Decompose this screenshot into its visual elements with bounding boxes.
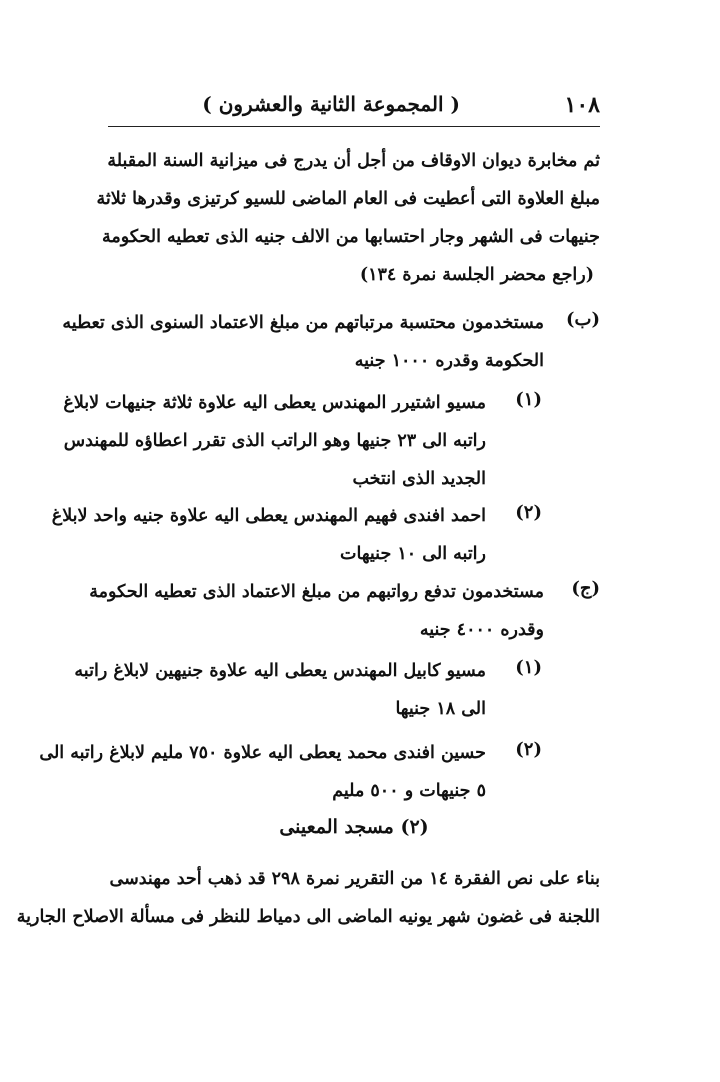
text-line: احمد افندى فهيم المهندس يعطى اليه علاوة جنيه واحد لابلاغ bbox=[51, 506, 486, 526]
section-2-paragraph bbox=[16, 860, 600, 936]
section-c-item-1-marker: (١) bbox=[515, 657, 542, 678]
text-line: مبلغ العلاوة التى أعطيت فى العام الماضى للسيو كرتيزى وقدرها ثلاثة bbox=[96, 189, 600, 209]
text-line: مسيو كابيل المهندس يعطى اليه علاوة جنيهين لابلاغ راتبه bbox=[74, 661, 486, 681]
text-line: مستخدمون تدفع رواتبهم من مبلغ الاعتماد الذى تعطيه الحكومة bbox=[89, 582, 544, 602]
section-b-paragraph bbox=[62, 304, 544, 380]
page-number: ١٠٨ bbox=[564, 92, 600, 118]
section-b-item-1 bbox=[63, 384, 486, 498]
running-title: ( المجموعة الثانية والعشرون ) bbox=[202, 92, 460, 116]
header-rule bbox=[108, 126, 600, 127]
text-line: راتبه الى ١٠ جنيهات bbox=[340, 544, 486, 564]
section-c-item-2 bbox=[39, 734, 486, 810]
text-line: مستخدمون محتسبة مرتباتهم من مبلغ الاعتماد السنوى الذى تعطيه bbox=[62, 313, 544, 333]
text-line: وقدره ٤٠٠٠ جنيه bbox=[419, 620, 544, 640]
text-line: ٥ جنيهات و ٥٠٠ مليم bbox=[332, 781, 486, 801]
text-line: حسين افندى محمد يعطى اليه علاوة ٧٥٠ مليم لابلاغ راتبه الى bbox=[39, 743, 486, 763]
text-line: الجديد الذى انتخب bbox=[352, 469, 486, 489]
text-line: الى ١٨ جنيها bbox=[395, 699, 486, 719]
text-line: راتبه الى ٢٣ جنيها وهو الراتب الذى تقرر اعطاؤه للمهندس bbox=[63, 431, 486, 451]
text-line: ثم مخابرة ديوان الاوقاف من أجل أن يدرج فى ميزانية السنة المقبلة bbox=[107, 151, 600, 171]
page-header bbox=[108, 86, 600, 126]
text-line: اللجنة فى غضون شهر يونيه الماضى الى دمياط للنظر فى مسألة الاصلاح الجارية bbox=[16, 907, 600, 927]
section-b-item-2-marker: (٢) bbox=[515, 502, 542, 523]
text-line: الحكومة وقدره ١٠٠٠ جنيه bbox=[354, 351, 544, 371]
section-c-item-1 bbox=[74, 652, 486, 728]
section-heading: (٢) مسجد المعينى bbox=[279, 816, 429, 838]
text-line: مسيو اشتيرر المهندس يعطى اليه علاوة ثلاثة جنيهات لابلاغ bbox=[63, 393, 486, 413]
section-c-paragraph bbox=[89, 573, 544, 649]
section-b-marker: (ب) bbox=[566, 309, 600, 330]
section-c-item-2-marker: (٢) bbox=[515, 739, 542, 760]
section-b-item-2 bbox=[51, 497, 486, 573]
text-line: (راجع محضر الجلسة نمرة ١٣٤) bbox=[359, 265, 594, 285]
section-c-marker: (ج) bbox=[571, 578, 600, 599]
text-line: جنيهات فى الشهر وجار احتسابها من الالف جنيه الذى تعطيه الحكومة bbox=[102, 227, 600, 247]
text-line: بناء على نص الفقرة ١٤ من التقرير نمرة ٢٩٨ قد ذهب أحد مهندسى bbox=[109, 869, 600, 889]
intro-paragraph bbox=[96, 142, 600, 294]
section-b-item-1-marker: (١) bbox=[515, 389, 542, 410]
